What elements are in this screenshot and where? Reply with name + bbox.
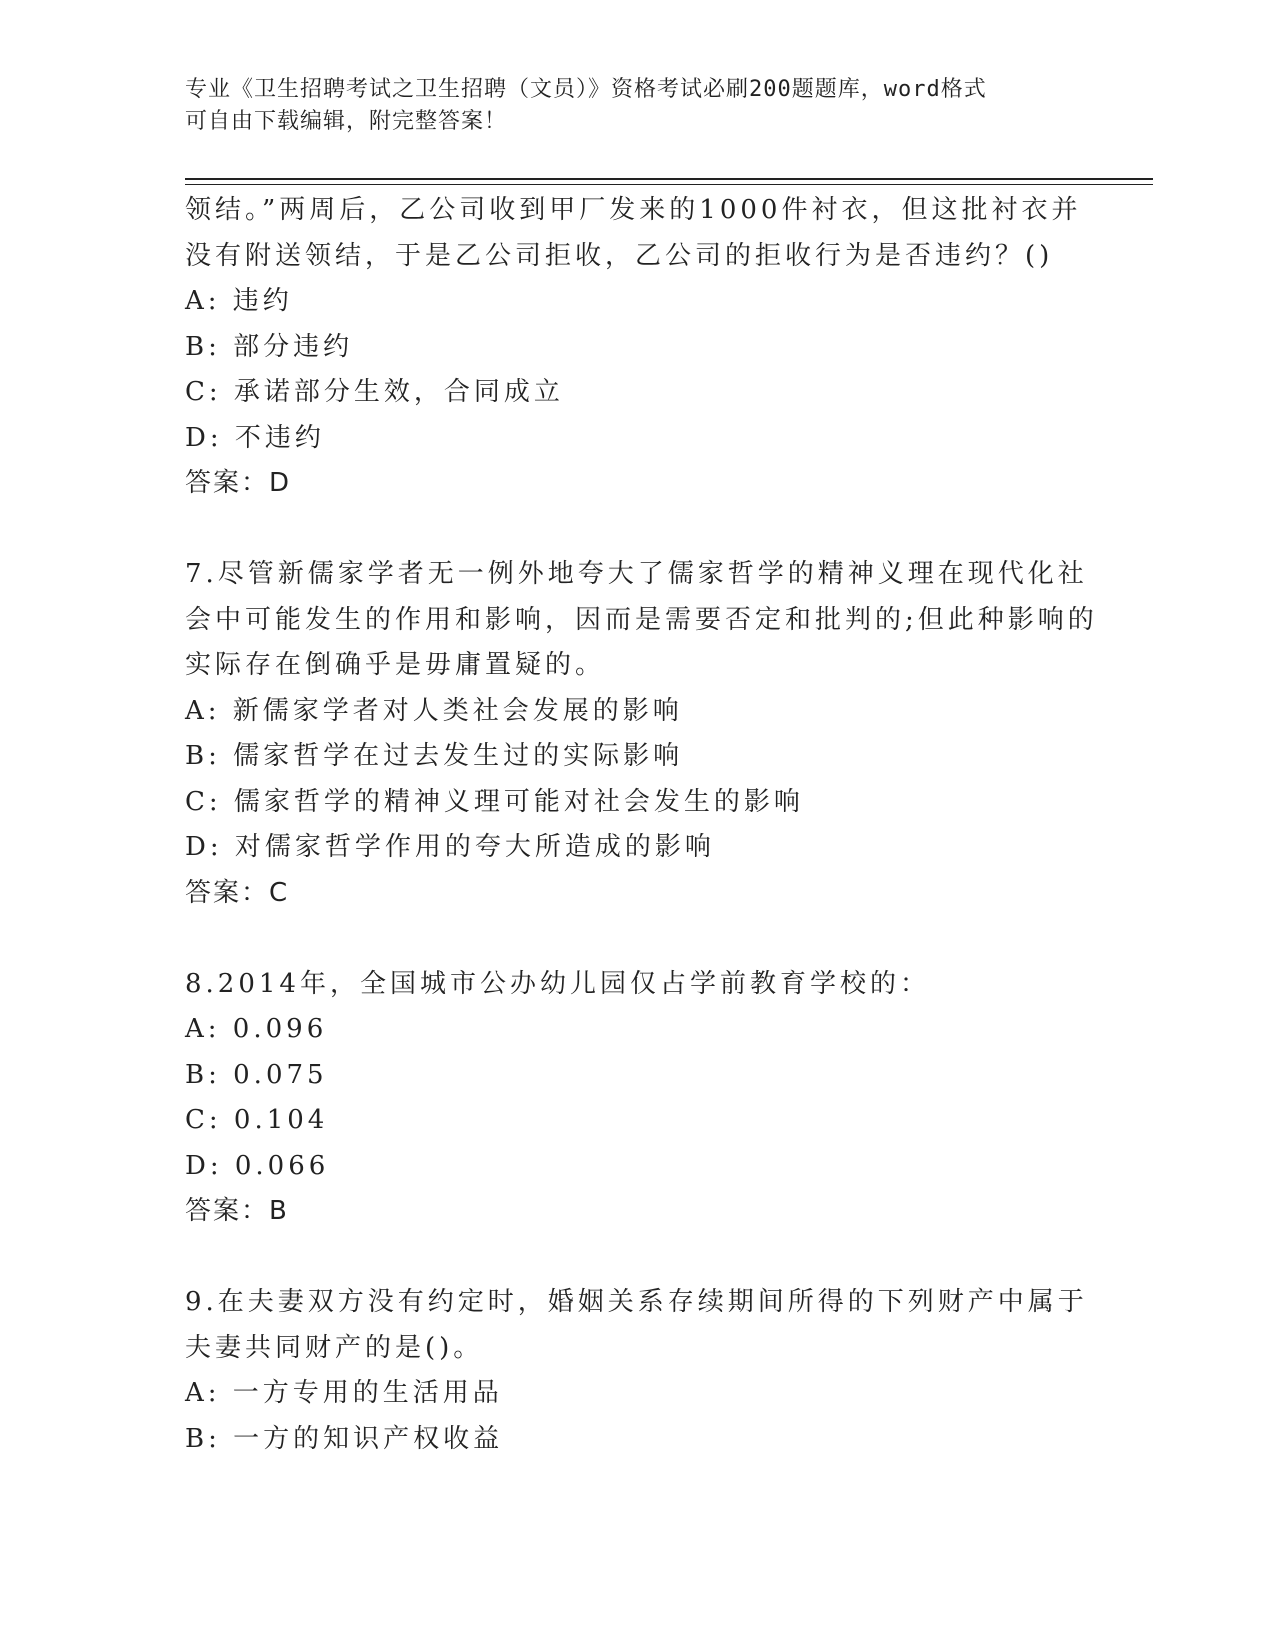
answer-label: 答案：D [185, 468, 292, 498]
spacer [185, 1235, 1085, 1281]
question-text-line: 会中可能发生的作用和影响，因而是需要否定和批判的;但此种影响的 [185, 604, 1098, 635]
option-c: C: 承诺部分生效，合同成立 [185, 377, 564, 407]
question-7 [185, 552, 1098, 916]
option-c: C: 儒家哲学的精神义理可能对社会发生的影响 [185, 786, 804, 817]
question-8 [185, 962, 1085, 1235]
option-a: A: 新儒家学者对人类社会发展的影响 [185, 695, 683, 726]
option-a: A: 0.096 [185, 1014, 328, 1044]
question-text-line: 夫妻共同财产的是()。 [185, 1332, 484, 1363]
question-text-line: 实际存在倒确乎是毋庸置疑的。 [185, 650, 606, 680]
option-c: C: 0.104 [185, 1105, 329, 1135]
header-title-line-1: 专业《卫生招聘考试之卫生招聘（文员）》资格考试必刷200题题库，word格式 [185, 77, 987, 102]
option-b: B: 部分违约 [185, 331, 354, 362]
spacer [185, 916, 1085, 962]
question-text-line: 9.在夫妻双方没有约定时，婚姻关系存续期间所得的下列财产中属于 [185, 1287, 1088, 1317]
option-d: D: 0.066 [185, 1150, 330, 1181]
question-text-line: 8.2014年，全国城市公办幼儿园仅占学前教育学校的： [185, 968, 930, 999]
answer-label: 答案：C [185, 877, 290, 908]
option-a: A: 违约 [185, 286, 293, 316]
option-d: D: 不违约 [185, 422, 325, 453]
header-divider-thick [185, 178, 1153, 180]
question-9 [185, 1280, 1088, 1462]
header-title-line-2: 可自由下载编辑，附完整答案！ [185, 109, 508, 134]
option-b: B: 儒家哲学在过去发生过的实际影响 [185, 741, 684, 771]
answer-label: 答案：B [185, 1196, 289, 1226]
option-b: B: 一方的知识产权收益 [185, 1423, 504, 1454]
spacer [185, 507, 1085, 553]
question-text-line: 领结。”两周后，乙公司收到甲厂发来的1000件衬衣，但这批衬衣并 [185, 195, 1082, 225]
question-6 [185, 188, 1085, 507]
header-divider-thin [185, 184, 1153, 185]
option-d: D: 对儒家哲学作用的夸大所造成的影响 [185, 832, 715, 862]
page-header [185, 74, 1065, 138]
question-text-line: 7.尽管新儒家学者无一例外地夸大了儒家哲学的精神义理在现代化社 [185, 559, 1088, 589]
question-text-line: 没有附送领结，于是乙公司拒收，乙公司的拒收行为是否违约？() [185, 240, 1054, 271]
option-b: B: 0.075 [185, 1059, 328, 1090]
question-list [185, 188, 1098, 1462]
option-a: A: 一方专用的生活用品 [185, 1378, 503, 1408]
